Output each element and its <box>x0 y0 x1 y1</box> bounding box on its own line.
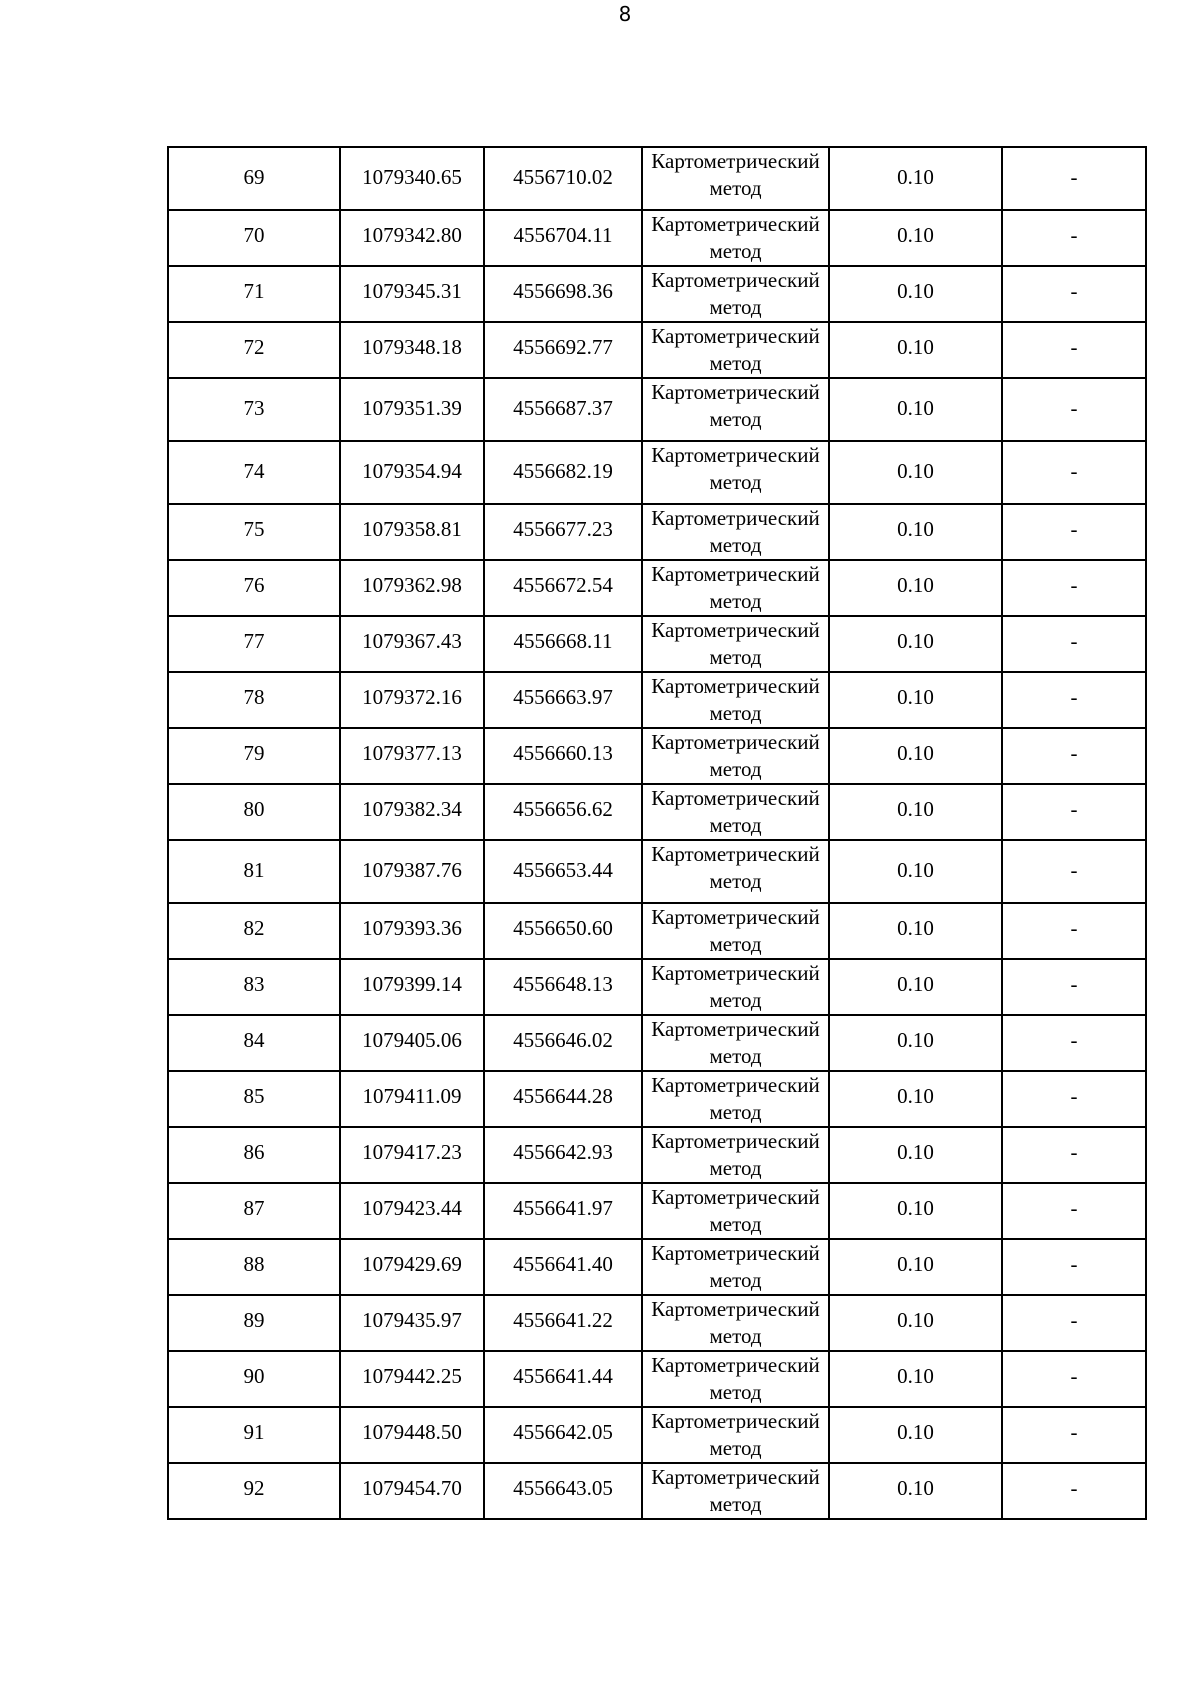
note-cell: - <box>1002 1015 1146 1071</box>
accuracy-cell: 0.10 <box>829 1351 1002 1407</box>
method-cell: Картометрический метод <box>642 147 829 210</box>
y-coordinate-cell: 4556687.37 <box>484 378 642 441</box>
accuracy-cell: 0.10 <box>829 378 1002 441</box>
coordinates-table <box>167 146 1147 1520</box>
method-cell: Картометрический метод <box>642 560 829 616</box>
y-coordinate-cell: 4556648.13 <box>484 959 642 1015</box>
point-number-cell: 74 <box>168 441 340 504</box>
x-coordinate-cell: 1079345.31 <box>340 266 484 322</box>
note-cell: - <box>1002 1295 1146 1351</box>
table-row <box>168 266 1146 322</box>
y-coordinate-cell: 4556644.28 <box>484 1071 642 1127</box>
note-cell: - <box>1002 616 1146 672</box>
accuracy-cell: 0.10 <box>829 728 1002 784</box>
table-row <box>168 616 1146 672</box>
y-coordinate-cell: 4556650.60 <box>484 903 642 959</box>
accuracy-cell: 0.10 <box>829 322 1002 378</box>
accuracy-cell: 0.10 <box>829 784 1002 840</box>
accuracy-cell: 0.10 <box>829 210 1002 266</box>
table-row <box>168 210 1146 266</box>
note-cell: - <box>1002 441 1146 504</box>
y-coordinate-cell: 4556692.77 <box>484 322 642 378</box>
point-number-cell: 79 <box>168 728 340 784</box>
x-coordinate-cell: 1079429.69 <box>340 1239 484 1295</box>
point-number-cell: 88 <box>168 1239 340 1295</box>
note-cell: - <box>1002 322 1146 378</box>
accuracy-cell: 0.10 <box>829 266 1002 322</box>
point-number-cell: 81 <box>168 840 340 903</box>
y-coordinate-cell: 4556682.19 <box>484 441 642 504</box>
accuracy-cell: 0.10 <box>829 616 1002 672</box>
method-cell: Картометрический метод <box>642 1239 829 1295</box>
x-coordinate-cell: 1079382.34 <box>340 784 484 840</box>
table-row <box>168 840 1146 903</box>
point-number-cell: 92 <box>168 1463 340 1519</box>
method-cell: Картометрический метод <box>642 840 829 903</box>
table-row <box>168 1351 1146 1407</box>
y-coordinate-cell: 4556642.05 <box>484 1407 642 1463</box>
note-cell: - <box>1002 959 1146 1015</box>
table-row <box>168 672 1146 728</box>
point-number-cell: 78 <box>168 672 340 728</box>
y-coordinate-cell: 4556663.97 <box>484 672 642 728</box>
note-cell: - <box>1002 1463 1146 1519</box>
point-number-cell: 90 <box>168 1351 340 1407</box>
method-cell: Картометрический метод <box>642 1071 829 1127</box>
x-coordinate-cell: 1079351.39 <box>340 378 484 441</box>
note-cell: - <box>1002 1351 1146 1407</box>
y-coordinate-cell: 4556710.02 <box>484 147 642 210</box>
accuracy-cell: 0.10 <box>829 672 1002 728</box>
note-cell: - <box>1002 1407 1146 1463</box>
point-number-cell: 80 <box>168 784 340 840</box>
y-coordinate-cell: 4556704.11 <box>484 210 642 266</box>
note-cell: - <box>1002 560 1146 616</box>
table-row <box>168 784 1146 840</box>
x-coordinate-cell: 1079448.50 <box>340 1407 484 1463</box>
note-cell: - <box>1002 784 1146 840</box>
method-cell: Картометрический метод <box>642 903 829 959</box>
point-number-cell: 91 <box>168 1407 340 1463</box>
x-coordinate-cell: 1079435.97 <box>340 1295 484 1351</box>
method-cell: Картометрический метод <box>642 1015 829 1071</box>
accuracy-cell: 0.10 <box>829 147 1002 210</box>
note-cell: - <box>1002 210 1146 266</box>
table-row <box>168 560 1146 616</box>
method-cell: Картометрический метод <box>642 322 829 378</box>
note-cell: - <box>1002 1071 1146 1127</box>
table-row <box>168 1127 1146 1183</box>
y-coordinate-cell: 4556656.62 <box>484 784 642 840</box>
point-number-cell: 83 <box>168 959 340 1015</box>
method-cell: Картометрический метод <box>642 784 829 840</box>
table-row <box>168 959 1146 1015</box>
method-cell: Картометрический метод <box>642 1183 829 1239</box>
accuracy-cell: 0.10 <box>829 959 1002 1015</box>
x-coordinate-cell: 1079454.70 <box>340 1463 484 1519</box>
y-coordinate-cell: 4556677.23 <box>484 504 642 560</box>
y-coordinate-cell: 4556646.02 <box>484 1015 642 1071</box>
note-cell: - <box>1002 1127 1146 1183</box>
accuracy-cell: 0.10 <box>829 441 1002 504</box>
x-coordinate-cell: 1079411.09 <box>340 1071 484 1127</box>
note-cell: - <box>1002 903 1146 959</box>
x-coordinate-cell: 1079387.76 <box>340 840 484 903</box>
x-coordinate-cell: 1079342.80 <box>340 210 484 266</box>
point-number-cell: 76 <box>168 560 340 616</box>
x-coordinate-cell: 1079405.06 <box>340 1015 484 1071</box>
note-cell: - <box>1002 672 1146 728</box>
y-coordinate-cell: 4556641.97 <box>484 1183 642 1239</box>
y-coordinate-cell: 4556672.54 <box>484 560 642 616</box>
method-cell: Картометрический метод <box>642 504 829 560</box>
x-coordinate-cell: 1079399.14 <box>340 959 484 1015</box>
x-coordinate-cell: 1079423.44 <box>340 1183 484 1239</box>
note-cell: - <box>1002 266 1146 322</box>
method-cell: Картометрический метод <box>642 1127 829 1183</box>
point-number-cell: 77 <box>168 616 340 672</box>
y-coordinate-cell: 4556641.44 <box>484 1351 642 1407</box>
point-number-cell: 85 <box>168 1071 340 1127</box>
x-coordinate-cell: 1079442.25 <box>340 1351 484 1407</box>
x-coordinate-cell: 1079367.43 <box>340 616 484 672</box>
y-coordinate-cell: 4556642.93 <box>484 1127 642 1183</box>
x-coordinate-cell: 1079393.36 <box>340 903 484 959</box>
point-number-cell: 84 <box>168 1015 340 1071</box>
method-cell: Картометрический метод <box>642 266 829 322</box>
method-cell: Картометрический метод <box>642 1407 829 1463</box>
y-coordinate-cell: 4556643.05 <box>484 1463 642 1519</box>
table-row <box>168 1407 1146 1463</box>
table-row <box>168 147 1146 210</box>
x-coordinate-cell: 1079354.94 <box>340 441 484 504</box>
coordinates-table-body <box>168 147 1146 1519</box>
table-row <box>168 378 1146 441</box>
table-row <box>168 504 1146 560</box>
accuracy-cell: 0.10 <box>829 560 1002 616</box>
y-coordinate-cell: 4556668.11 <box>484 616 642 672</box>
method-cell: Картометрический метод <box>642 210 829 266</box>
point-number-cell: 89 <box>168 1295 340 1351</box>
y-coordinate-cell: 4556698.36 <box>484 266 642 322</box>
x-coordinate-cell: 1079372.16 <box>340 672 484 728</box>
x-coordinate-cell: 1079417.23 <box>340 1127 484 1183</box>
note-cell: - <box>1002 728 1146 784</box>
method-cell: Картометрический метод <box>642 378 829 441</box>
table-row <box>168 728 1146 784</box>
x-coordinate-cell: 1079358.81 <box>340 504 484 560</box>
note-cell: - <box>1002 1239 1146 1295</box>
x-coordinate-cell: 1079348.18 <box>340 322 484 378</box>
accuracy-cell: 0.10 <box>829 1071 1002 1127</box>
method-cell: Картометрический метод <box>642 1295 829 1351</box>
method-cell: Картометрический метод <box>642 1351 829 1407</box>
table-row <box>168 1183 1146 1239</box>
point-number-cell: 86 <box>168 1127 340 1183</box>
accuracy-cell: 0.10 <box>829 1407 1002 1463</box>
accuracy-cell: 0.10 <box>829 1183 1002 1239</box>
point-number-cell: 72 <box>168 322 340 378</box>
x-coordinate-cell: 1079377.13 <box>340 728 484 784</box>
table-row <box>168 903 1146 959</box>
method-cell: Картометрический метод <box>642 672 829 728</box>
accuracy-cell: 0.10 <box>829 840 1002 903</box>
x-coordinate-cell: 1079362.98 <box>340 560 484 616</box>
note-cell: - <box>1002 840 1146 903</box>
accuracy-cell: 0.10 <box>829 504 1002 560</box>
point-number-cell: 69 <box>168 147 340 210</box>
y-coordinate-cell: 4556641.22 <box>484 1295 642 1351</box>
point-number-cell: 82 <box>168 903 340 959</box>
note-cell: - <box>1002 147 1146 210</box>
method-cell: Картометрический метод <box>642 1463 829 1519</box>
y-coordinate-cell: 4556660.13 <box>484 728 642 784</box>
note-cell: - <box>1002 378 1146 441</box>
table-row <box>168 1071 1146 1127</box>
accuracy-cell: 0.10 <box>829 1127 1002 1183</box>
method-cell: Картометрический метод <box>642 959 829 1015</box>
accuracy-cell: 0.10 <box>829 1295 1002 1351</box>
x-coordinate-cell: 1079340.65 <box>340 147 484 210</box>
point-number-cell: 75 <box>168 504 340 560</box>
table-row <box>168 1295 1146 1351</box>
point-number-cell: 73 <box>168 378 340 441</box>
y-coordinate-cell: 4556653.44 <box>484 840 642 903</box>
point-number-cell: 70 <box>168 210 340 266</box>
note-cell: - <box>1002 1183 1146 1239</box>
table-row <box>168 1239 1146 1295</box>
point-number-cell: 71 <box>168 266 340 322</box>
table-row <box>168 1463 1146 1519</box>
page-number: 8 <box>618 2 632 26</box>
table-row <box>168 322 1146 378</box>
method-cell: Картометрический метод <box>642 616 829 672</box>
accuracy-cell: 0.10 <box>829 1239 1002 1295</box>
method-cell: Картометрический метод <box>642 441 829 504</box>
accuracy-cell: 0.10 <box>829 1463 1002 1519</box>
point-number-cell: 87 <box>168 1183 340 1239</box>
accuracy-cell: 0.10 <box>829 903 1002 959</box>
method-cell: Картометрический метод <box>642 728 829 784</box>
table-row <box>168 441 1146 504</box>
accuracy-cell: 0.10 <box>829 1015 1002 1071</box>
y-coordinate-cell: 4556641.40 <box>484 1239 642 1295</box>
table-row <box>168 1015 1146 1071</box>
note-cell: - <box>1002 504 1146 560</box>
